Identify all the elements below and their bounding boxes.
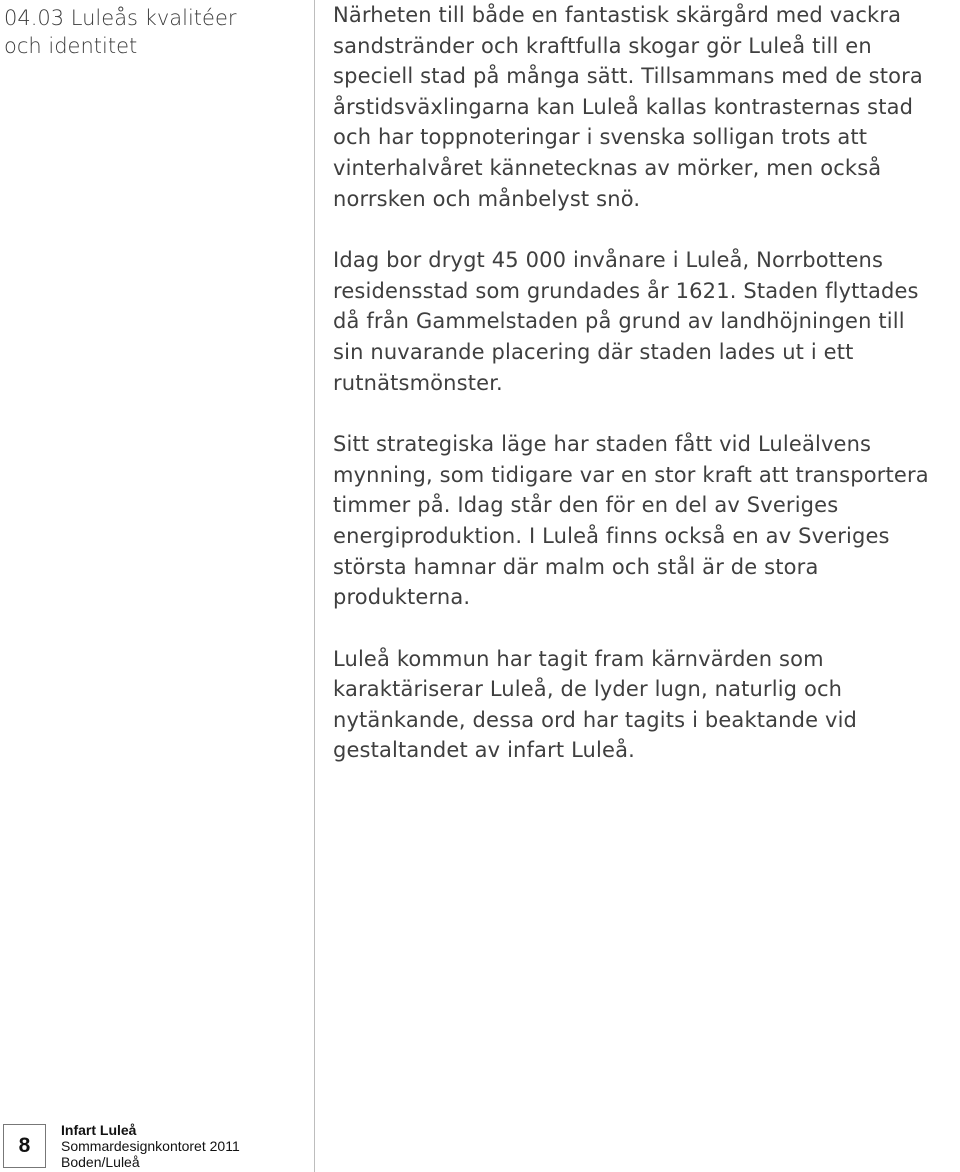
page-number: 8 xyxy=(3,1124,46,1168)
footer-info xyxy=(61,1122,240,1170)
footer-location: Boden/Luleå xyxy=(61,1154,140,1170)
body-text xyxy=(333,0,955,797)
paragraph-strategic-location: Sitt strategiska läge har staden fått vid Luleälvens mynning, som tidigare var en stor kraft att transportera timmer på. Idag står den för en del av Sveriges energiproduktion. I Luleå finns också en av Sveriges största hamnar där malm och stål är de stora produkterna. xyxy=(333,432,929,610)
page-footer xyxy=(0,1118,400,1172)
section-heading: 04.03 Luleås kvalitéer och identitet xyxy=(4,6,237,58)
footer-organization: Sommardesignkontoret 2011 xyxy=(61,1138,240,1154)
paragraph-core-values: Luleå kommun har tagit fram kärnvärden som karaktäriserar Luleå, de lyder lugn, naturlig och nytänkande, dessa ord har tagits i beaktande vid gestaltandet av infart Luleå. xyxy=(333,646,858,763)
footer-title: Infart Luleå xyxy=(61,1122,137,1138)
paragraph-population: Idag bor drygt 45 000 invånare i Luleå, Norrbottens residensstad som grundades år 1621. Staden flyttades då från Gammelstaden på grund av landhöjningen till sin nuvarande placering där staden lades ut i ett rutnätsmönster. xyxy=(333,248,919,395)
paragraph-archipelago: Närheten till både en fantastisk skärgård med vackra sandstränder och kraftfulla skogar gör Luleå till en speciell stad på många sätt. Tillsammans med de stora årstidsväxlingarna kan Luleå kallas kontrasternas stad och har toppnoteringar i svenska solligan trots att vinterhalvåret kännetecknas av mörker, men också norrsken och månbelyst snö. xyxy=(333,3,923,211)
column-divider xyxy=(314,0,315,1172)
